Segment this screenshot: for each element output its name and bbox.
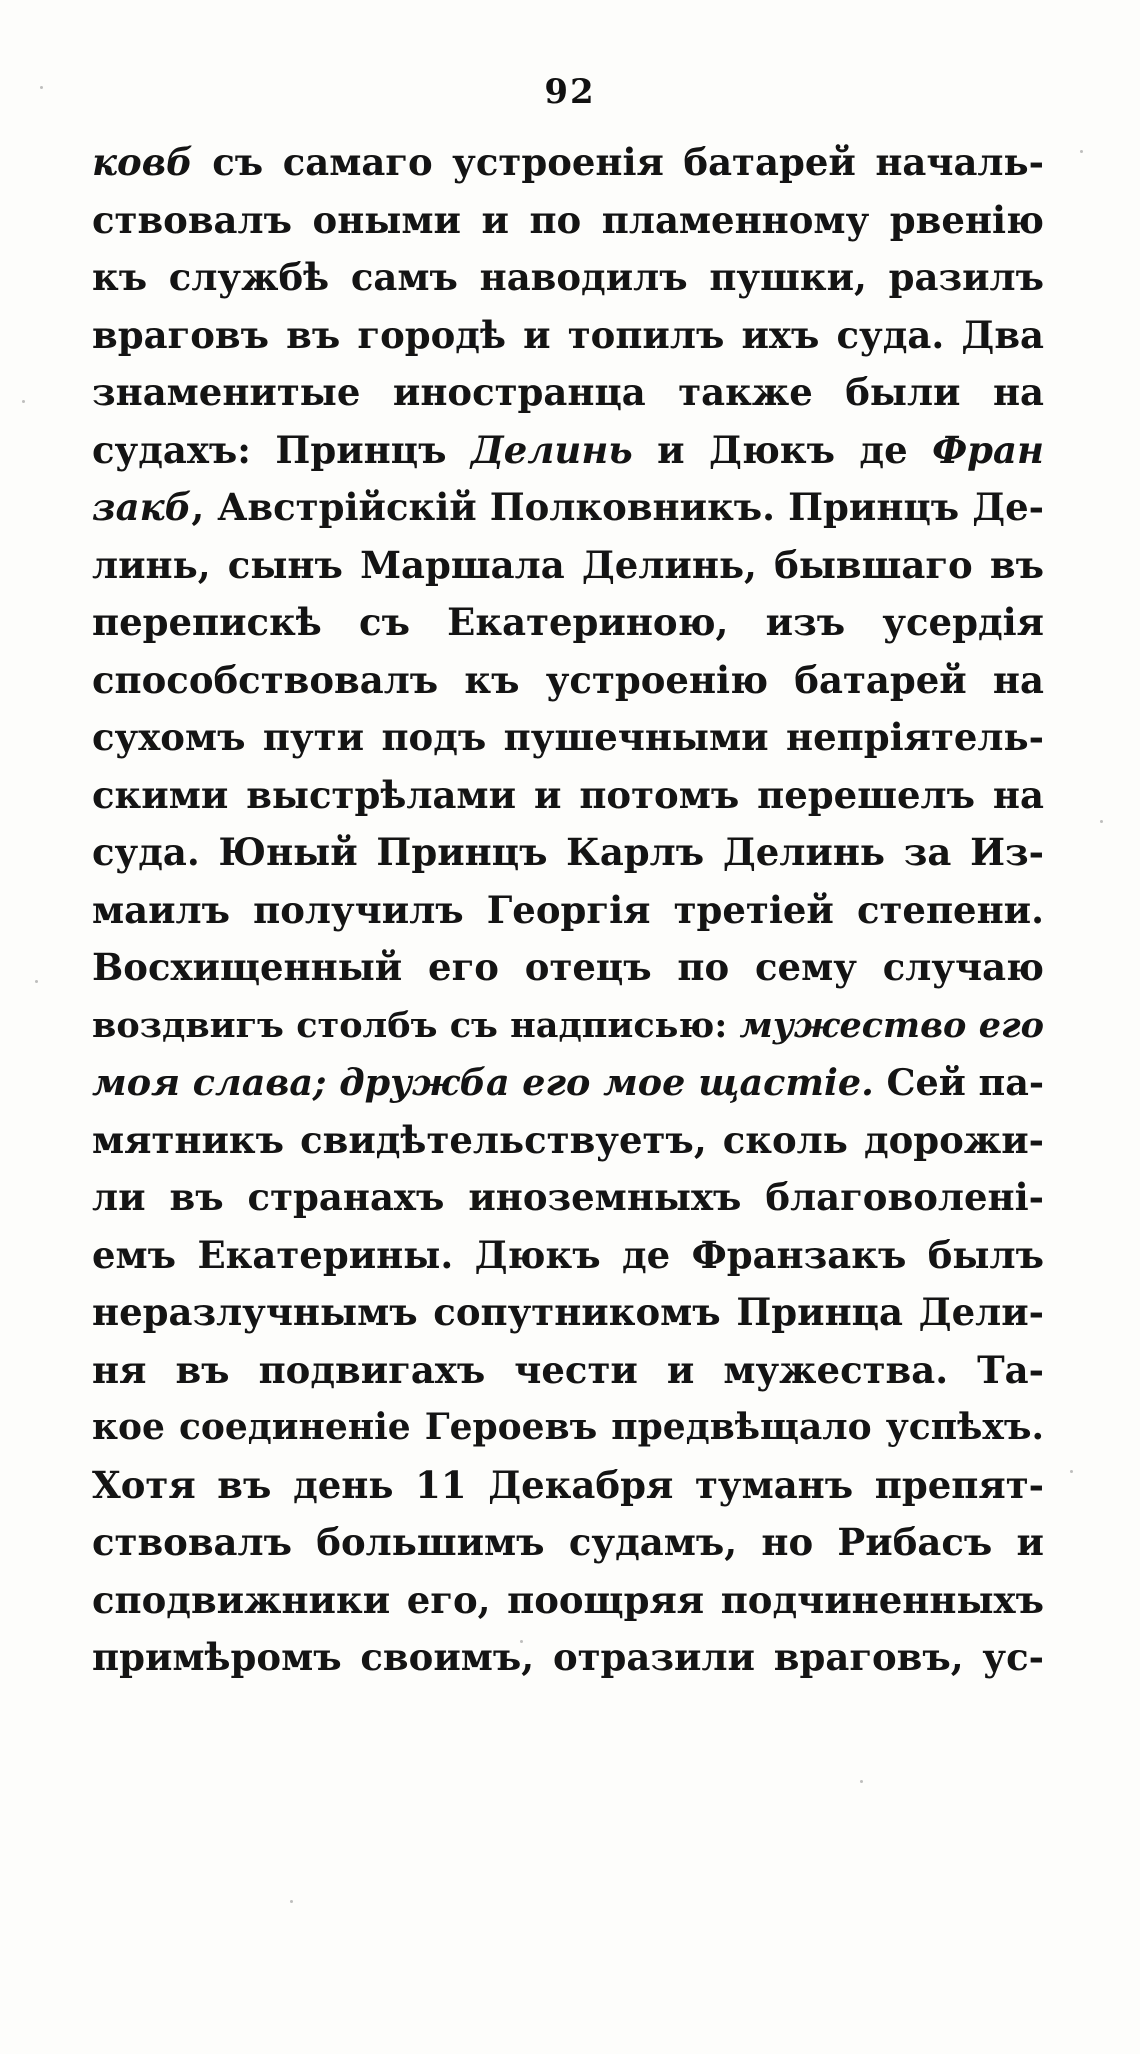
paper-speck <box>22 400 25 403</box>
text-line: ли въ странахъ иноземныхъ благоволені- <box>92 1175 1044 1219</box>
text-line: примѣромъ своимъ, отразили враговъ, ус- <box>92 1635 1044 1679</box>
text-line: маилъ получилъ Георгія третiей степени. <box>92 887 1044 932</box>
text-line: закб, Австрійскій Полковникъ. Принцъ Де- <box>92 485 1044 529</box>
text-line: судахъ: Принцъ Делинь и Дюкъ де Фран <box>92 427 1044 472</box>
text-line: линь, сынъ Маршала Делинь, бывшаго въ <box>92 542 1044 587</box>
text-line: знаменитые иностранца также были на <box>92 370 1044 414</box>
text-line: ня въ подвигахъ чести и мужества. Та- <box>92 1347 1044 1392</box>
text-line: Восхищенный его отецъ по сему случаю <box>92 945 1044 989</box>
paper-speck <box>860 1780 863 1783</box>
text-line: сподвижники его, поощряя подчиненныхъ <box>92 1577 1044 1622</box>
paper-speck <box>1080 150 1083 153</box>
text-line: ствовалъ большимъ судамъ, но Рибасъ и <box>92 1520 1044 1564</box>
text-line: емъ Екатерины. Дюкъ де Франзакъ былъ <box>92 1232 1044 1277</box>
text-line: мятникъ свидѣтельствуетъ, сколь дорожи- <box>92 1117 1044 1162</box>
text-line: враговъ въ городѣ и топилъ ихъ суда. Два <box>92 312 1044 357</box>
text-line: скими выстрѣлами и потомъ перешелъ на <box>92 772 1044 817</box>
body-text <box>92 134 1044 1687</box>
text-line: неразлучнымъ сопутникомъ Принца Дели- <box>92 1290 1044 1334</box>
text-line: моя слава; дружба его мое щастіе. Сей па- <box>92 1061 1044 1104</box>
page-number: 92 <box>544 72 596 112</box>
text-line: ковб съ самаго устроенія батарей началь- <box>92 140 1044 184</box>
text-line: суда. Юный Принцъ Карлъ Делинь за Из- <box>92 830 1044 874</box>
text-line: Хотя въ день 11 Декабря туманъ препят- <box>92 1462 1044 1507</box>
paper-speck <box>1100 820 1103 823</box>
text-line: ствовалъ оными и по пламенному рвенію <box>92 197 1044 242</box>
text-line: кое соединеніе Героевъ предвѣщало успѣхъ. <box>92 1406 1044 1448</box>
paper-speck <box>35 980 38 983</box>
text-line: сухомъ пути подъ пушечными непріятель- <box>92 715 1044 759</box>
text-line: къ службѣ самъ наводилъ пушки, разилъ <box>92 255 1044 299</box>
text-line: способствовалъ къ устроенію батарей на <box>92 657 1044 702</box>
paper-speck <box>290 1900 293 1903</box>
text-line: перепискѣ съ Екатериною, изъ усердія <box>92 600 1044 644</box>
paper-speck <box>1070 1470 1073 1473</box>
text-line: воздвигъ столбъ съ надписью: мужество его <box>92 1004 1044 1046</box>
